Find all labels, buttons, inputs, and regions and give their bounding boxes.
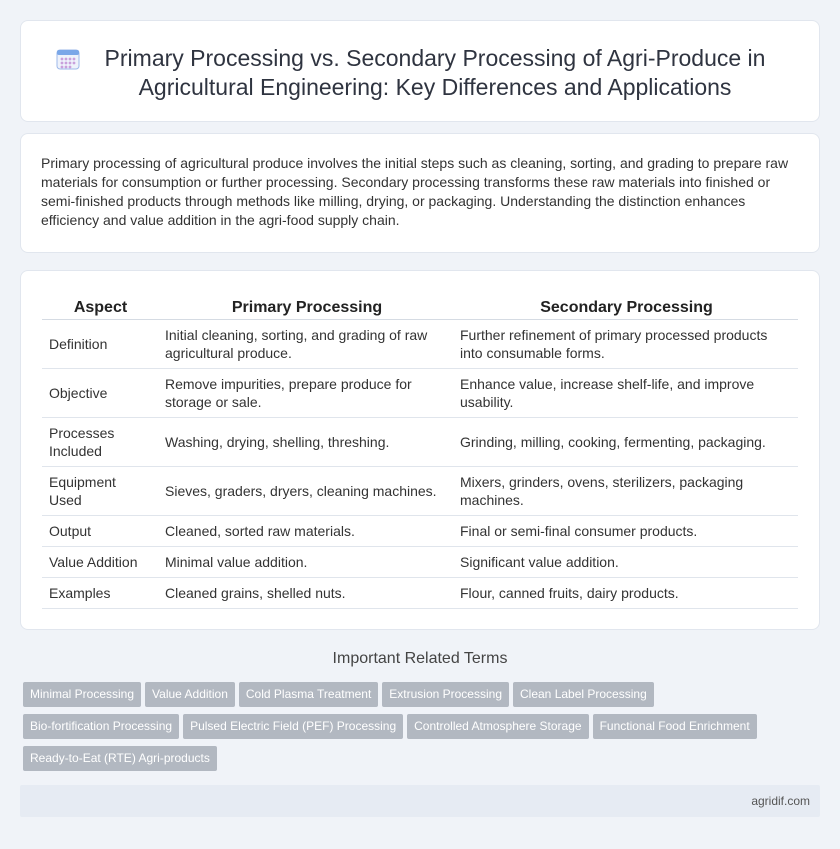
table-row xyxy=(42,417,798,466)
tag-link[interactable]: Controlled Atmosphere Storage xyxy=(407,714,588,739)
related-terms-heading: Important Related Terms xyxy=(332,650,508,667)
table-cell: Objective xyxy=(42,368,159,417)
table-header-row xyxy=(42,297,798,319)
tag-link[interactable]: Clean Label Processing xyxy=(513,682,654,707)
table-row xyxy=(42,368,798,417)
footer-site-link[interactable]: agridif.com xyxy=(751,794,810,808)
table-cell: Flour, canned fruits, dairy products. xyxy=(455,577,798,608)
title-card xyxy=(20,20,820,122)
table-cell: Examples xyxy=(42,577,159,608)
table-cell: Definition xyxy=(42,319,159,368)
table-cell: Grinding, milling, cooking, fermenting, packaging. xyxy=(455,417,798,466)
column-header-aspect: Aspect xyxy=(42,297,159,319)
table-cell: Processes Included xyxy=(42,417,159,466)
comparison-table-card xyxy=(20,270,820,630)
table-row xyxy=(42,577,798,608)
table-cell: Washing, drying, shelling, threshing. xyxy=(159,417,455,466)
table-row xyxy=(42,515,798,546)
tag-link[interactable]: Minimal Processing xyxy=(23,682,141,707)
tag-link[interactable]: Bio-fortification Processing xyxy=(23,714,179,739)
table-cell: Output xyxy=(42,515,159,546)
tag-link[interactable]: Ready-to-Eat (RTE) Agri-products xyxy=(23,746,217,771)
related-terms-list xyxy=(23,682,803,778)
table-cell: Value Addition xyxy=(42,546,159,577)
comparison-table xyxy=(42,297,798,609)
table-cell: Final or semi-final consumer products. xyxy=(455,515,798,546)
tag-link[interactable]: Extrusion Processing xyxy=(382,682,509,707)
table-row xyxy=(42,466,798,515)
table-cell: Cleaned, sorted raw materials. xyxy=(159,515,455,546)
tag-link[interactable]: Cold Plasma Treatment xyxy=(239,682,378,707)
intro-paragraph: Primary processing of agricultural produce involves the initial steps such as cleaning, sorting, and grading to prepare raw materials for consumption or further processing. Secondary processing transforms these raw materials into finished or semi-finished products through methods like milling, drying, or packaging. Understanding the distinction enhances efficiency and value addition in the agri-food supply chain. xyxy=(41,155,789,228)
intro-card xyxy=(20,133,820,253)
table-cell: Enhance value, increase shelf-life, and improve usability. xyxy=(455,368,798,417)
table-cell: Equipment Used xyxy=(42,466,159,515)
tag-link[interactable]: Pulsed Electric Field (PEF) Processing xyxy=(183,714,403,739)
column-header-secondary: Secondary Processing xyxy=(455,297,798,319)
table-cell: Cleaned grains, shelled nuts. xyxy=(159,577,455,608)
tag-link[interactable]: Functional Food Enrichment xyxy=(593,714,757,739)
table-cell: Further refinement of primary processed products into consumable forms. xyxy=(455,319,798,368)
table-cell: Mixers, grinders, ovens, sterilizers, packaging machines. xyxy=(455,466,798,515)
table-row xyxy=(42,319,798,368)
tag-link[interactable]: Value Addition xyxy=(145,682,235,707)
page-title: Primary Processing vs. Secondary Processing of Agri-Produce in Agricultural Engineering: Key Differences and Applications xyxy=(104,45,766,100)
table-cell: Minimal value addition. xyxy=(159,546,455,577)
footer xyxy=(20,785,820,817)
column-header-primary: Primary Processing xyxy=(159,297,455,319)
table-cell: Remove impurities, prepare produce for storage or sale. xyxy=(159,368,455,417)
table-row xyxy=(42,546,798,577)
table-cell: Initial cleaning, sorting, and grading of raw agricultural produce. xyxy=(159,319,455,368)
table-cell: Sieves, graders, dryers, cleaning machines. xyxy=(159,466,455,515)
table-cell: Significant value addition. xyxy=(455,546,798,577)
